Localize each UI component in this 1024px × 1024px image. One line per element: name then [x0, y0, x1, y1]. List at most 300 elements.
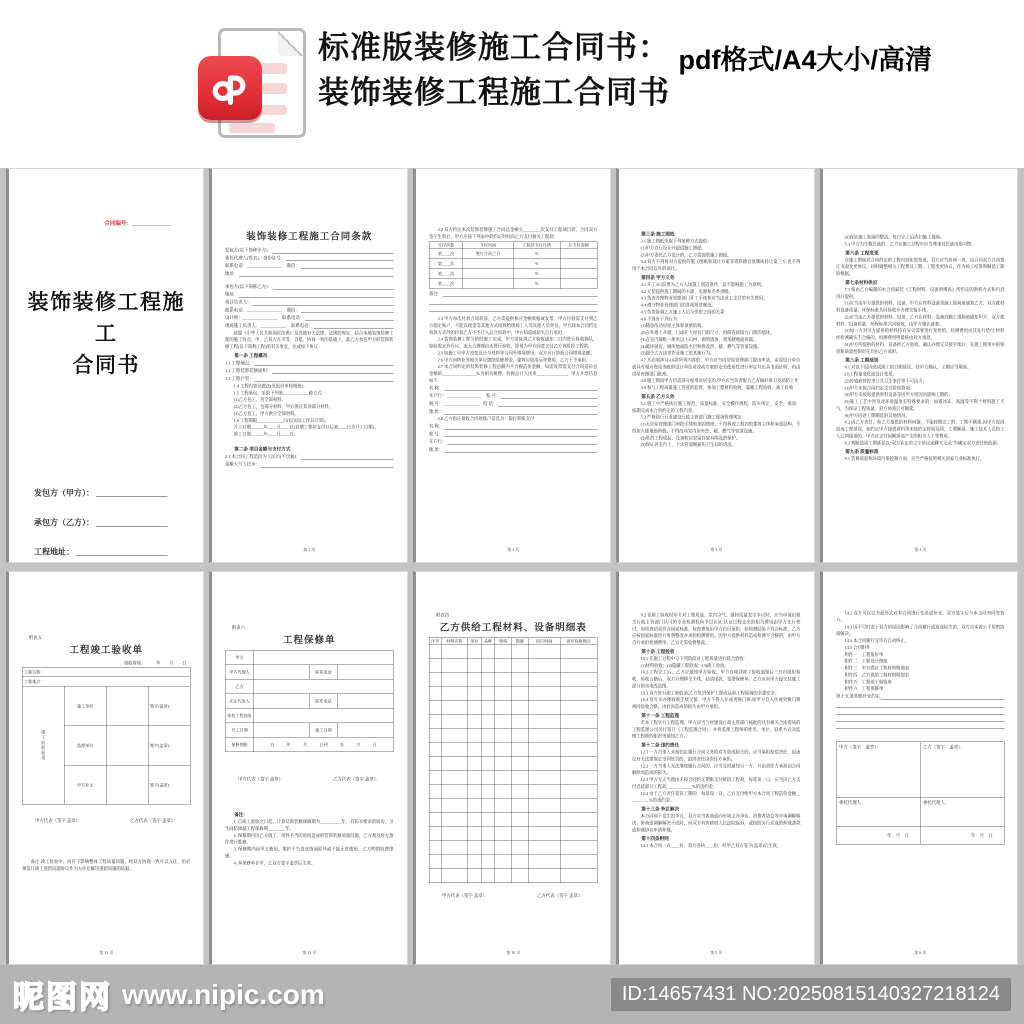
paragraph: 4.3 负责办理物业管理部门开工手续和应当由业主支付的有关费用。 — [640, 295, 768, 301]
table-cell — [560, 826, 597, 840]
table-cell — [560, 269, 597, 279]
form-label-cell: 联系电话 — [310, 693, 339, 708]
table-header-cell: 规格 — [495, 637, 512, 644]
table-cell — [511, 700, 528, 714]
section-heading: 第十条 工程验收 — [641, 648, 675, 654]
table-header-cell: 应支付金额 — [560, 242, 597, 249]
paragraph: (2)在外墙上开窗，门或扩大原有门窗尺寸，拆除连接阳台门窗的墙体。 — [640, 330, 775, 335]
spacer — [22, 823, 190, 858]
form-row — [226, 708, 394, 723]
header-row — [22, 667, 190, 677]
table-cell — [495, 700, 512, 714]
paragraph: (4)破坏厨房、厕所地面防水层和拆改热、暖、燃气等管道设施。 — [640, 343, 762, 349]
table-cell — [560, 868, 597, 882]
table-cell — [560, 798, 597, 812]
table-cell — [468, 728, 481, 742]
paragraph: (6)甲方同意工期顺延的其他情况。 — [844, 412, 910, 418]
section-heading: 第十一条 工程监理 — [641, 712, 680, 718]
table-cell: % — [513, 279, 560, 289]
table-row — [429, 812, 597, 826]
section-heading: 第六条 工程变更 — [844, 250, 879, 256]
spacer — [429, 884, 597, 892]
form-field — [429, 290, 597, 298]
table-cell — [495, 826, 512, 840]
paragraph: 2.6 甲方向物业等相关单位缴纳装修押金，建筑垃圾清运等费用，乙方不予承担。 — [437, 357, 590, 363]
spacer — [22, 382, 190, 487]
paragraph: 4.6 不得有下列行为： — [640, 316, 682, 322]
page-thumbnail-3[interactable] — [413, 168, 611, 563]
section-heading: 第十四条附则 — [641, 835, 669, 841]
spacer — [225, 753, 393, 776]
page-thumbnail-6[interactable] — [6, 571, 204, 966]
table-cell: 第____次 — [429, 279, 463, 289]
header-cell: 工程名称： — [22, 667, 190, 677]
table-cell — [560, 840, 597, 854]
table-row — [429, 259, 597, 269]
table-cell — [528, 840, 560, 854]
table-header-cell: 材料名称 — [441, 637, 468, 644]
form-field — [429, 438, 597, 446]
table-cell — [528, 784, 560, 798]
table-cell — [441, 672, 468, 686]
field-label: 账 号： — [428, 431, 444, 437]
paragraph: 14.1 本合同一式____份，双方各执____份，经甲乙双方签字(盖章)后生效。 — [640, 842, 782, 848]
form-value-cell — [254, 679, 393, 694]
paragraph: (2)乙方包工，包部分材料，甲方供应其余部分材料。 — [233, 404, 334, 410]
field-label: 地 址： — [428, 408, 444, 414]
signature-block-row — [836, 797, 1004, 827]
field-underline — [444, 408, 597, 415]
paragraph: 开工日期______年____月____日(首期工程款支付日后第____日为开工日期)； — [233, 424, 379, 430]
page-number: 第 11 页 — [99, 950, 114, 955]
field-underline — [240, 270, 394, 277]
spacer — [22, 528, 190, 546]
form-row — [226, 664, 394, 679]
paragraph: 2. 保修期内因乙方施工、用料不当的原因造成的装饰装修质量问题，乙方须及时无条件进行维修。 — [225, 832, 394, 845]
form-field — [225, 306, 393, 314]
table-cell — [481, 840, 494, 854]
field-underline — [444, 423, 597, 430]
table-cell — [429, 700, 441, 714]
spacer — [225, 582, 393, 625]
field-label: 承包方（乙方）： — [34, 518, 95, 527]
page-content — [416, 572, 610, 965]
table-cell — [528, 798, 560, 812]
page-thumbnail-10[interactable] — [820, 571, 1018, 966]
field-label: 税 号：________________ 电 话： — [428, 400, 497, 406]
table-cell — [560, 742, 597, 756]
table-row — [429, 700, 597, 714]
paragraph: 10.4 双方未办理验收手续交接，甲方不得入住或更换门锁;如甲方自入住或更换门锁视同验收合格，由此而造成的损失由甲方承担。 — [632, 696, 801, 709]
table-cell — [560, 658, 597, 672]
table-cell — [481, 644, 494, 658]
table-cell — [528, 868, 560, 882]
section-heading: 第一条 工程概况 — [234, 352, 268, 358]
table-cell — [463, 269, 513, 279]
table-cell — [560, 854, 597, 868]
table-header-cell: 品种 — [481, 637, 494, 644]
table-cell — [441, 742, 468, 756]
table-row — [429, 714, 597, 728]
page-thumbnails-grid — [0, 168, 1024, 965]
header-row — [22, 676, 190, 686]
sign-cell: 签字(盖章)： — [148, 725, 190, 765]
field-underline — [447, 438, 597, 445]
table-cell — [495, 770, 512, 784]
field-label: 1.2 工程装饰装修面积： — [225, 368, 272, 374]
table-cell — [441, 798, 468, 812]
form-label-cell: 甲方 — [226, 650, 255, 665]
table-cell — [560, 249, 597, 259]
form-row — [226, 722, 394, 737]
table-cell — [495, 756, 512, 770]
paragraph: 1.6 工程期限____________日(以实际工作日计算)； — [233, 417, 330, 423]
form-field — [225, 254, 393, 262]
pdf-p-glyph-icon — [207, 65, 253, 111]
paragraph: (5)施工工艺中涉及对环境温度有特殊要求的，如遇冰冻、高温等不利于材料施工天气，为保证工程质量，双方协商后可顺延。 — [835, 399, 1004, 411]
table-cell — [481, 686, 494, 700]
paragraph: 本合同项下发生的争议，双方应当协商或向市场主办单位、消费者协会等申请调解解决，协商或调解解决不成时，向双方有管辖权人民法院起诉，或按照另行达成的仲裁条款或仲裁协议申请仲裁。 — [632, 813, 801, 832]
table-cell — [511, 714, 528, 728]
form-value-cell — [254, 708, 393, 723]
table-cell — [511, 826, 528, 840]
form-value-cell — [254, 722, 309, 737]
page-thumbnail-5[interactable] — [820, 168, 1018, 563]
table-cell — [468, 742, 481, 756]
form-field — [225, 283, 393, 291]
signature-block-cell: 年 月 日 — [920, 826, 1004, 844]
field-label: 开户行： — [428, 439, 447, 445]
page-number: 第 4 页 — [913, 547, 926, 552]
page-heading: 乙方供给工程材料、设备明细表 — [439, 622, 587, 633]
form-field — [225, 322, 393, 330]
form-label-cell: 乙方 — [226, 679, 255, 694]
form-label-cell: 法定代表人 — [226, 693, 255, 708]
paragraph: (1)乙方包工，包全部材料。 — [233, 397, 287, 403]
signature-block-cell: 委托代理人： — [920, 797, 1004, 827]
spacer — [429, 179, 597, 227]
page-content — [212, 169, 406, 562]
field-underline — [255, 375, 394, 382]
table-cell — [511, 854, 528, 868]
paragraph: (1)无房屋管理部门审批手续和加固图纸，不得拆改工程内的建筑主体和承重结构，不得加大楼地面荷载，不得改动室内原有热、暖、燃气等管道设施。 — [632, 421, 801, 434]
spacer — [22, 227, 190, 287]
form-field — [225, 461, 393, 469]
table-cell — [495, 686, 512, 700]
table-row — [429, 686, 597, 700]
form-field — [429, 384, 597, 392]
header — [0, 0, 1024, 168]
table-cell — [441, 700, 468, 714]
table-header-row — [429, 242, 597, 249]
form-field — [34, 487, 167, 499]
ruled-line — [429, 298, 597, 305]
form-field — [225, 359, 393, 367]
payment-schedule-table — [429, 241, 597, 289]
field-underline — [301, 262, 394, 269]
table-cell — [528, 742, 560, 756]
table-cell — [481, 798, 494, 812]
paragraph: (3)在室内铺贴一厘米以上石材、砌筑墙体、增加楼地面荷载。 — [640, 336, 758, 342]
table-cell — [481, 714, 494, 728]
paragraph: 附件四 乙方供给工程材料明细表 — [844, 671, 909, 677]
paragraph: (2)甲方委托乙方设计的，乙方需提供施工图纸。 — [640, 252, 732, 258]
table-cell — [495, 868, 512, 882]
spacer — [22, 498, 190, 516]
page-thumbnail-9[interactable] — [616, 571, 814, 966]
table-cell — [429, 686, 441, 700]
signature-row — [22, 817, 190, 824]
paragraph: (3)如一方对另方提供的材料持有异议需要进行复检的，检测费用由其先行垫付;材料经检测确实不合格的，检测费用则最终由对方承担。 — [835, 328, 1004, 340]
form-field — [429, 400, 597, 408]
table-cell — [463, 279, 513, 289]
table-cell — [429, 840, 441, 854]
form-field — [836, 692, 1004, 700]
field-label: 发包方（甲方）： — [34, 489, 95, 498]
field-label: 地址： — [225, 270, 239, 276]
page-thumbnail-2[interactable] — [209, 168, 407, 563]
field-underline — [253, 298, 394, 305]
page-number: 第 6 页 — [913, 950, 926, 955]
form-field — [225, 375, 393, 383]
paragraph: (2)负责工程成品、设备和居室留存家具陈设的保护。 — [640, 435, 741, 441]
field-label: 备注： — [428, 290, 442, 296]
page-content — [9, 169, 203, 562]
table-cell — [468, 784, 481, 798]
format-info-label: pdf格式/A4大小/高清 — [678, 45, 932, 75]
table-cell — [441, 812, 468, 826]
signature-row — [225, 775, 393, 782]
table-cell — [495, 728, 512, 742]
field-underline — [255, 359, 394, 366]
table-cell — [528, 714, 560, 728]
table-cell — [468, 826, 481, 840]
paragraph: (1)应当由甲方提供的材料、设备，甲方在材料设备到施工现场前通知乙方，双方就材料设备质量、环保标准共同验收并办理交接手续。 — [835, 300, 1004, 313]
field-underline — [443, 290, 597, 297]
table-cell — [560, 784, 597, 798]
table-cell — [511, 784, 528, 798]
page-content — [619, 169, 813, 562]
table-cell — [495, 798, 512, 812]
paragraph: 4.5 负责协调乙方施工人员与邻里之间的关系 — [640, 309, 725, 315]
paragraph: 1.5 工程承包，采取下列第____________种方式： — [233, 390, 327, 396]
page-number: 第 1 页 — [303, 547, 316, 552]
table-row — [429, 784, 597, 798]
table-cell — [481, 672, 494, 686]
form-value-cell — [338, 664, 393, 679]
table-cell — [429, 714, 441, 728]
page-heading: 工程竣工验收单 — [69, 644, 143, 655]
page-thumbnail-1[interactable] — [6, 168, 204, 563]
paragraph: 4.4 遵守物业管理部门的各项规章制度。 — [640, 302, 716, 308]
table-cell — [528, 826, 560, 840]
form-value-cell — [254, 664, 309, 679]
table-cell — [481, 784, 494, 798]
field-underline — [302, 453, 394, 460]
header-cell: 工程地点： — [22, 676, 190, 686]
table-cell — [468, 812, 481, 826]
page-content — [212, 572, 406, 965]
field-label: 发包方(以下简称甲方)： — [225, 247, 273, 253]
table-row — [429, 728, 597, 742]
table-cell — [495, 658, 512, 672]
form-field — [225, 453, 393, 461]
spacer — [632, 582, 800, 612]
section-heading: 第四条 甲方义务 — [641, 274, 675, 280]
section-heading: 第二条 项目金额与支付方式 — [234, 446, 291, 452]
paragraph: (3)保证居室内上、下水管道畅通和卫生间的清洁。 — [640, 442, 737, 448]
page-content — [823, 169, 1017, 562]
spacer — [22, 179, 190, 219]
form-field — [225, 314, 393, 322]
ruled-line — [836, 700, 1004, 707]
table-cell — [429, 854, 441, 868]
paragraph: 依照《中华人民共和国民法典》及其他有关法律、法规的规定，结合本地装饰装修工程的施工特点，甲、乙双方在平等、自愿、协商一致的基础上，就乙方承包甲方的装饰装修工程(以下简称工程)的有关事宜，达成如下协议： — [225, 330, 394, 350]
unit-cell: 甲方业主 — [64, 765, 106, 805]
paragraph: (3)乙方包工，甲方供应全部材料。 — [233, 410, 300, 416]
table-cell: % — [513, 269, 560, 279]
table-cell: % — [513, 259, 560, 269]
page-thumbnail-8[interactable] — [413, 571, 611, 966]
section-heading: 第八条 工期延误 — [844, 357, 879, 363]
page-content — [619, 572, 813, 965]
signature-block-row — [836, 741, 1004, 797]
form-row — [226, 737, 394, 752]
attachment-label: 附表四 — [435, 612, 449, 617]
form-field — [225, 367, 393, 375]
form-field — [34, 516, 167, 528]
table-cell — [429, 784, 441, 798]
table-cell — [429, 868, 441, 882]
paragraph: (1)甲方自行设计并提供施工图纸。 — [640, 245, 706, 251]
signature-block-row — [836, 826, 1004, 844]
table-header-cell: 供应验收地点 — [560, 637, 597, 644]
form-field — [225, 247, 393, 255]
page-number: 第 12 页 — [302, 950, 317, 955]
signature-block-cell: 乙方（签字 盖章）： — [920, 741, 1004, 797]
form-field — [429, 446, 597, 454]
table-cell — [511, 756, 528, 770]
paragraph: 4.9 参与工程质量施工进度的监督，参加工程材料验收、隐蔽工程验收、竣工验收 — [640, 385, 794, 390]
table-cell — [441, 728, 468, 742]
table-cell — [429, 798, 441, 812]
table-cell — [560, 728, 597, 742]
paragraph: 12.4 由于乙方责任延误工期的，每延误一日，乙方支付给甲方本合同工程造价金额__________%的违约金。 — [632, 790, 801, 803]
paragraph: 2.2 双方约定本次装饰装修施工合同总金额分________次支付工程项目款，合同双方签字生效后，甲方应按下列表中的约定时间向乙方支付相关工程款： — [428, 227, 598, 239]
table-header-cell: 数量 — [511, 637, 528, 644]
cover-title: 装饰装修工程施工 — [27, 291, 185, 346]
table-row — [429, 672, 597, 686]
unit-cell: 施工单位 — [64, 686, 106, 726]
attachment-label: 附表五 — [29, 634, 42, 640]
table-cell — [495, 812, 512, 826]
signature-block-cell: 甲方（签字 盖章）： — [836, 741, 920, 797]
acceptance-table — [22, 667, 190, 805]
page-number: 第 3 页 — [710, 547, 723, 552]
spacer — [225, 782, 393, 810]
paragraph: 8.2 因乙方责任，如乙方提供的材料问题，不能按期完工的，工期不顺延;因甲方原因造成工程延误，如约定甲方提供材料等未按约定时间送到，工期顺延，施工技术人员和工人已到现场的，甲方应支付因顺延而产生的相关人工等费用。 — [835, 419, 1004, 439]
field-underline — [273, 247, 393, 254]
page-content — [416, 169, 610, 562]
paragraph: 5.2 严格执行行业建设行政主管部门施工现场管理规定： — [640, 414, 747, 420]
table-cell — [441, 756, 468, 770]
field-label: 联系电话：________________ 微信： — [225, 307, 301, 313]
paragraph: 5.3 甲方为少数民族的，乙方在施工过程中应当尊重其民族风俗习惯。 — [844, 241, 976, 247]
table-cell — [560, 756, 597, 770]
table-cell — [441, 826, 468, 840]
page-heading: 装饰装修工程施工合同条款 — [246, 231, 373, 242]
field-underline — [314, 322, 393, 329]
form-label-cell: 竣工日期 — [310, 722, 339, 737]
table-cell — [463, 259, 513, 269]
blank-cell — [106, 725, 148, 765]
table-row — [429, 840, 597, 854]
field-underline — [96, 516, 167, 527]
section-heading: 第七条材料供应 — [844, 279, 877, 285]
paragraph: 附件二 工程设计图纸 — [844, 658, 888, 664]
table-header-cell: 工程款支付比例 — [513, 242, 560, 249]
page-number: 第 2 页 — [506, 547, 519, 552]
field-underline — [240, 291, 394, 298]
site-logo: 昵图网 — [13, 980, 112, 1015]
paragraph: 1.4 工程内容及做法(见报价单和图纸)： — [233, 383, 308, 389]
paragraph: 竣工日期______年____月____日。 — [233, 431, 299, 437]
table-cell — [468, 686, 481, 700]
field-underline — [881, 692, 1004, 699]
table-cell — [481, 770, 494, 784]
watermark-bar — [0, 965, 1024, 1024]
table-cell — [528, 644, 560, 658]
section-heading: 第三条 施工图纸 — [641, 231, 675, 237]
paragraph: 14.5 合同附件 — [844, 644, 870, 650]
decor-text-line — [259, 63, 287, 74]
vertical-label-cell: 竣工验收意见 — [22, 686, 64, 805]
form-row — [226, 650, 394, 665]
field-underline — [501, 392, 597, 399]
paragraph: (4)保证施工现场的整洁，每日完工后清扫施工现场。 — [844, 234, 944, 240]
table-cell — [495, 854, 512, 868]
paragraph: 1. 自竣工验收之日起，计算装饰装修保修期为__________年，有防水要求的厨房、卫生间防渗漏工程保修期________年； — [225, 818, 394, 831]
signature-table — [836, 741, 1004, 844]
paragraph: (2)应当由乙方提供的材料、设备，乙方在材料、设备到施工现场前通知甲方，双方就材料、设备质量、环保标准共同验收，由甲方确认备案。 — [835, 314, 1004, 327]
paragraph: 10.1 在施工过程中分下列阶段对工程质量进行联合验收： — [640, 655, 749, 661]
table-cell — [495, 644, 512, 658]
spacer — [225, 179, 393, 227]
field-label: 项目负责人： — [225, 299, 252, 305]
table-cell — [441, 868, 468, 882]
form-value-cell: 自 年 月 日到 年 月 日 — [254, 737, 393, 752]
warranty-table — [225, 650, 393, 752]
form-field — [429, 423, 597, 431]
table-header-cell: 供应时间 — [528, 637, 560, 644]
field-underline — [96, 487, 167, 498]
paragraph: 4.7 凡必须涉及4.6款所列内容的，甲方应当向房屋管理部门提出申请，由原设计单位或具有相应资质等级的设计单位对改动方案的安全使用性进行审定并出具书面证明，再由房屋管理部门批准。 — [632, 357, 801, 377]
ruled-line — [429, 305, 597, 312]
party-b-signature: 乙方代表（签字 盖章）： — [333, 776, 381, 781]
page-thumbnail-7[interactable] — [209, 571, 407, 966]
materials-table — [429, 637, 597, 883]
signature-row — [429, 892, 597, 899]
page-content — [823, 572, 1017, 965]
field-label: 承包方(以下简称乙方)： — [225, 283, 273, 289]
table-cell — [481, 812, 494, 826]
paragraph: 9.2 在竣工验收时甲方对工程质量、室内空气、建材质量发生争议时，应当申请由相关行政主管部门认可的专业检测机构予以认证;认证过程支出的相关费用由甲方先行垫付，如检查结果符合国家标准，检查费用由甲方自行承担，如检测结果不符合标准，乙方应按国家标准进行免费整改并承担检测费用。因甲方提供材料造成检测不合格的，由甲方自行承担检测费用，乙方无需免费整改。 — [632, 612, 801, 645]
table-cell — [481, 658, 494, 672]
field-label: 2.1 本合同工程造价为人民币(不含税)： — [225, 453, 301, 459]
page-thumbnail-4[interactable] — [616, 168, 814, 563]
pdf-logo-icon — [198, 56, 262, 120]
spacer — [22, 806, 190, 817]
